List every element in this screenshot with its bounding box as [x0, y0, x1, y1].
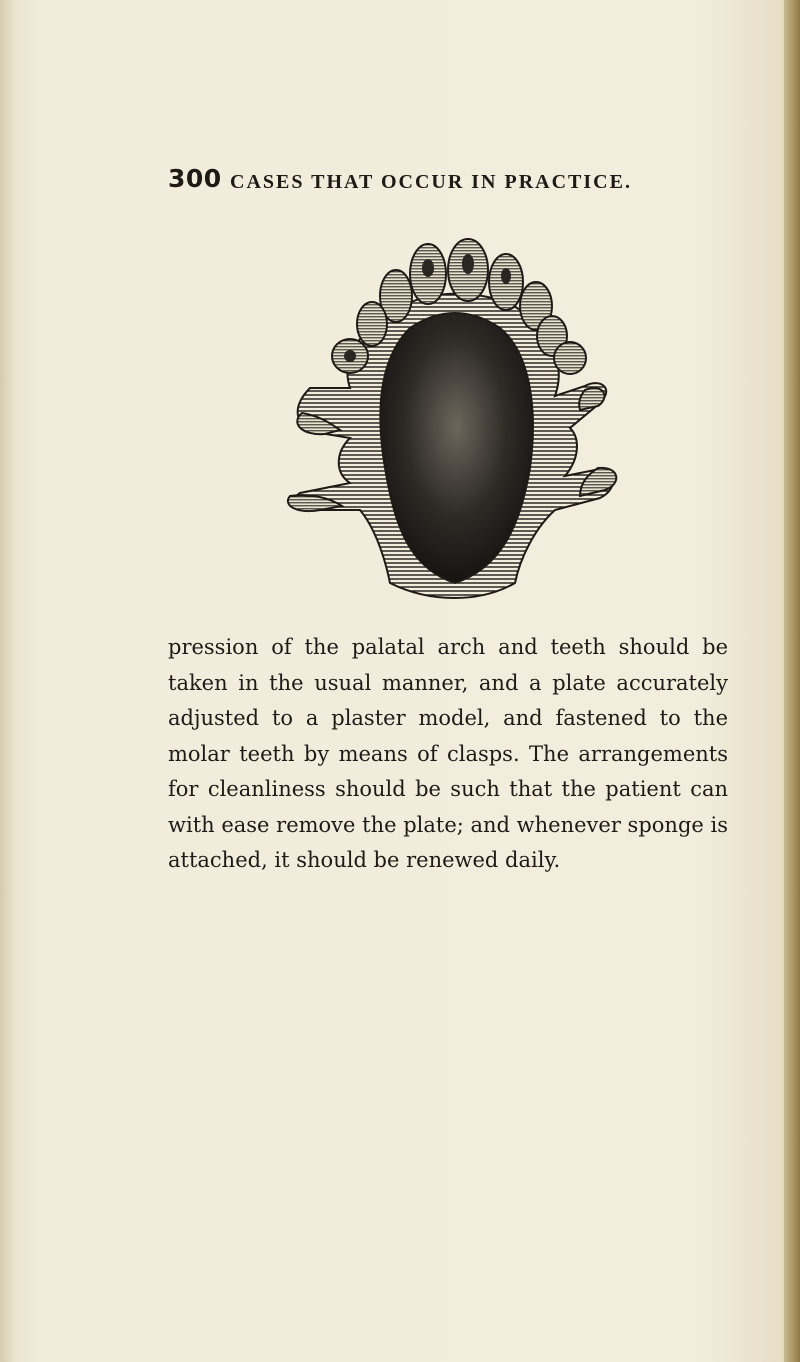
page-header: [168, 164, 688, 198]
text-line: with ease remove the plate; and whenever sponge is: [168, 812, 728, 837]
text-line: attached, it should be renewed daily.: [168, 848, 561, 872]
text-line: adjusted to a plaster model, and fastened to the: [168, 706, 728, 730]
text-line: pression of the palatal arch and teeth should be: [168, 635, 728, 659]
text-line: taken in the usual manner, and a plate accurately: [168, 670, 728, 695]
page-gutter: [0, 0, 14, 1362]
palatal-plate-icon: [280, 238, 630, 606]
text-line: molar teeth by means of clasps. The arrangements: [168, 741, 728, 766]
running-title: CASES THAT OCCUR IN PRACTICE.: [230, 171, 632, 193]
palatal-plate-illustration: [280, 238, 630, 606]
page-number: 300: [168, 164, 222, 193]
body-paragraph: [168, 630, 728, 879]
page-edge: [784, 0, 800, 1362]
text-line: for cleanliness should be such that the patient can: [168, 777, 728, 801]
